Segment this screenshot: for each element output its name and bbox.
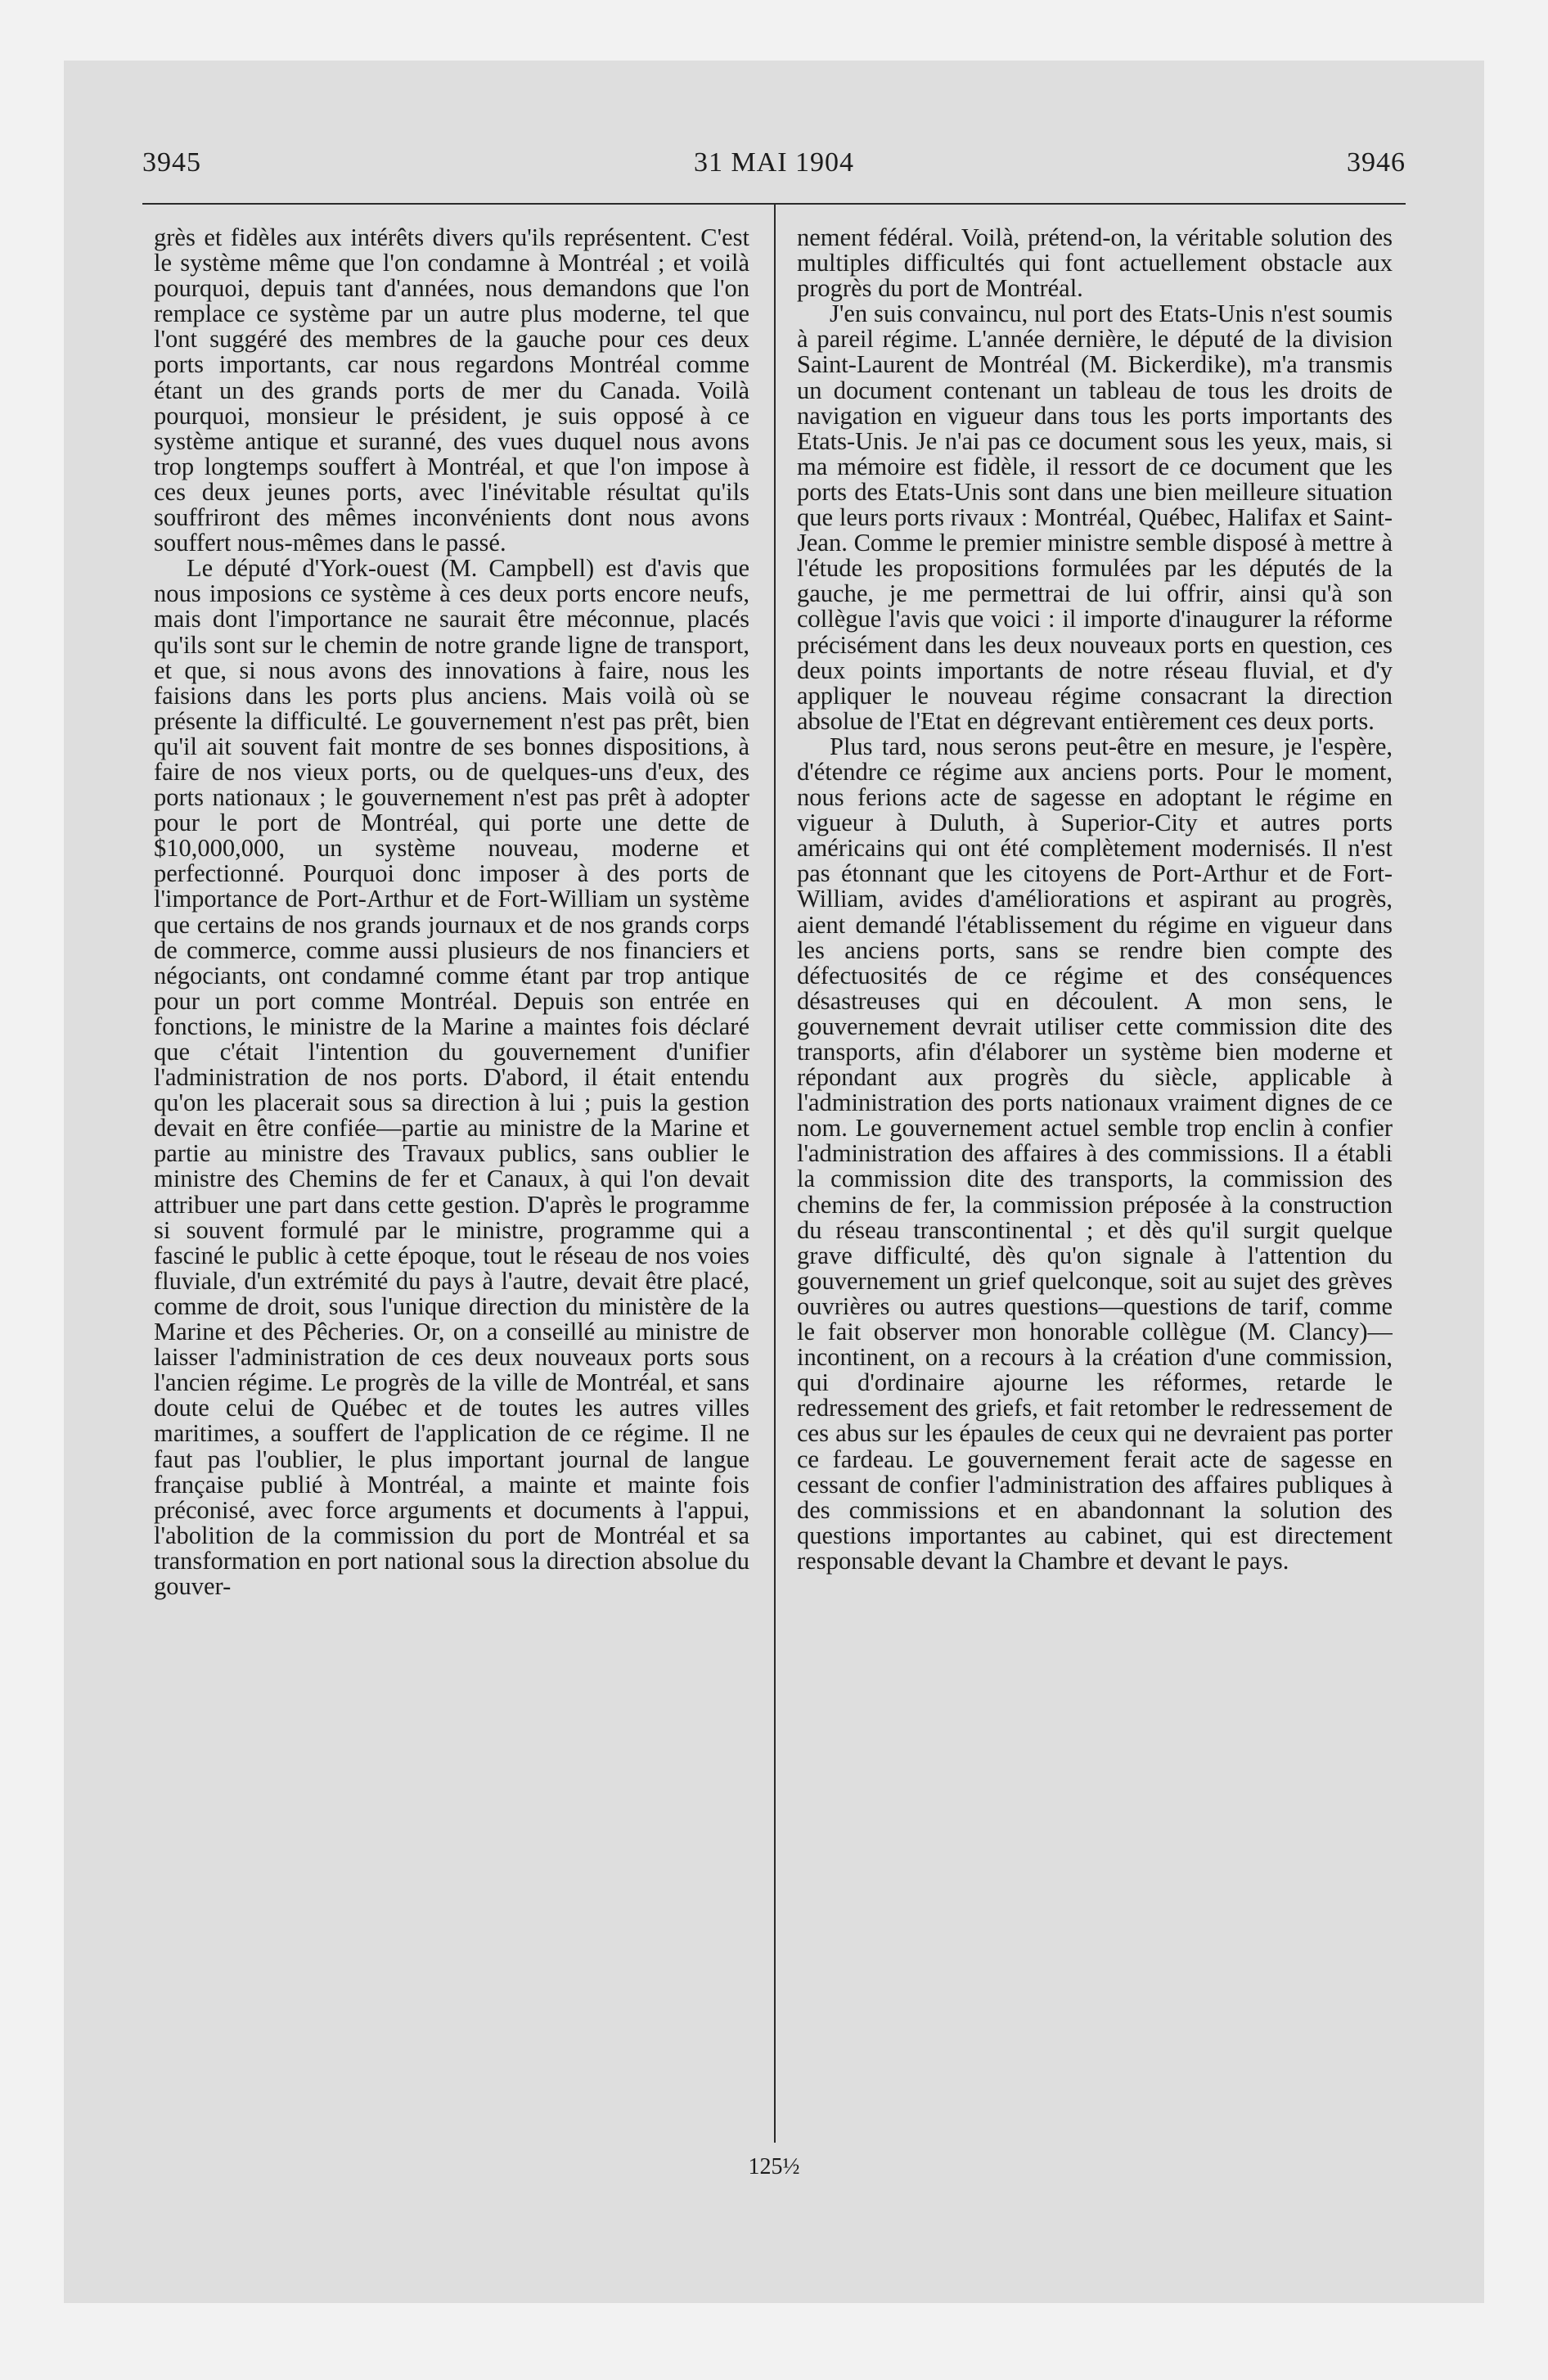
folio-number: 125½ <box>748 2154 800 2179</box>
page-number-right: 3946 <box>1347 147 1406 178</box>
page-number-left: 3945 <box>142 147 201 178</box>
right-column <box>797 225 1393 2136</box>
paragraph: Le député d'York-ouest (M. Campbell) est d'avis que nous imposions ce système à ces deux ports encore neufs, mais dont l'importance ne saurait être méconnue, placés qu'ils sont sur le chemin de notre grande ligne de transport, et que, si nous avons des innovations à faire, nous les faisions dans les ports plus anciens. Mais voilà où se présente la difficulté. Le gouvernement n'est pas prêt, bien qu'il ait souvent fait montre de ses bonnes dispositions, à faire de nos vieux ports, ou de quelques-uns d'eux, des ports nationaux ; le gouvernement n'est pas prêt à adopter pour le port de Montréal, qui porte une dette de $10,000,000, un système nouveau, moderne et perfectionné. Pourquoi donc imposer à des ports de l'importance de Port-Arthur et de Fort-William un système que certains de nos grands journaux et de nos grands corps de commerce, comme aussi plusieurs de nos financiers et négociants, ont condamné comme étant par trop antique pour un port comme Montréal. Depuis son entrée en fonctions, le ministre de la Marine a maintes fois déclaré que c'était l'intention du gouvernement d'unifier l'administration de nos ports. D'abord, il était entendu qu'on les placerait sous sa direction à lui ; puis la gestion devait en être confiée—partie au ministre de la Marine et partie au ministre des Travaux publics, sans oublier le ministre des Chemins de fer et Canaux, à qui l'on devait attribuer une part dans cette gestion. D'après le programme si souvent formulé par le ministre, programme qui a fasciné le public à cette époque, tout le réseau de nos voies fluviale, d'un extrémité du pays à l'autre, devait être placé, comme de droit, sous l'unique direction du ministère de la Marine et des Pêcheries. Or, on a conseillé au ministre de laisser l'administration de ces deux nouveaux ports sous l'ancien régime. Le progrès de la ville de Montréal, et sans doute celui de Québec et de toutes les autres villes maritimes, a souffert de l'application de ce régime. Il ne faut pas l'oublier, le plus important journal de langue française publié à Montréal, a mainte et mainte fois préconisé, avec force arguments et documents à l'appui, l'abolition de la commission du port de Montréal et sa transformation en port national sous la direction absolue du gouver- <box>154 554 749 1600</box>
page-header <box>142 139 1406 188</box>
paragraph: nement fédéral. Voilà, prétend-on, la véritable solution des multiples difficultés qui font actuellement obstacle aux progrès du port de Montréal. <box>797 225 1393 303</box>
scanned-sheet <box>64 61 1484 2303</box>
paragraph: grès et fidèles aux intérêts divers qu'ils représentent. C'est le système même que l'on condamne à Montréal ; et voilà pourquoi, depuis tant d'années, nous demandons que l'on remplace ce système par un autre plus moderne, tel que l'ont suggéré des membres de la gauche pour ces deux ports importants, car nous regardons Montréal comme étant un des grands ports de mer du Canada. Voilà pourquoi, monsieur le président, je suis opposé à ce système antique et suranné, des vues duquel nous avons trop longtemps souffert à Montréal, et que l'on impose à ces deux jeunes ports, avec l'inévitable résultat qu'ils souffriront des mêmes inconvénients dont nous avons souffert nous-mêmes dans le passé. <box>154 225 749 557</box>
left-column <box>154 225 749 2136</box>
hansard-page <box>142 139 1406 2218</box>
paragraph: J'en suis convaincu, nul port des Etats-Unis n'est soumis à pareil régime. L'année dernière, le député de la division Saint-Laurent de Montréal (M. Bickerdike), m'a transmis un document contenant un tableau de tous les droits de navigation en vigueur dans tous les ports importants des Etats-Unis. Je n'ai pas ce document sous les yeux, mais, si ma mémoire est fidèle, il ressort de ce document que les ports des Etats-Unis sont dans une bien meilleure situation que leurs ports rivaux : Montréal, Québec, Halifax et Saint-Jean. Comme le premier ministre semble disposé à mettre à l'étude les propositions formulées par les députés de la gauche, je me permettrai de lui offrir, ainsi qu'à son collègue l'avis que voici : il importe d'inaugurer la réforme précisément dans les deux nouveaux ports en question, ces deux points importants de notre réseau fluvial, et d'y appliquer le nouveau régime consacrant la direction absolue de l'Etat en dégrevant entièrement ces deux ports. <box>797 300 1393 735</box>
page-date: 31 MAI 1904 <box>693 147 855 178</box>
column-divider <box>774 203 776 2143</box>
paragraph: Plus tard, nous serons peut-être en mesure, je l'espère, d'étendre ce régime aux anciens ports. Pour le moment, nous ferions acte de sagesse en adoptant le régime en vigueur à Duluth, à Superior-City et autres ports américains qui ont été complètement modernisés. Il n'est pas étonnant que les citoyens de Port-Arthur et de Fort-William, avides d'améliorations et aspirant au progrès, aient demandé l'établissement du régime en vigueur dans les anciens ports, sans se rendre bien compte des défectuosités de ce régime et des conséquences désastreuses qui en découlent. A mon sens, le gouvernement devrait utiliser cette commission dite des transports, afin d'élaborer un système bien moderne et répondant aux progrès du siècle, applicable à l'administration des ports nationaux vraiment dignes de ce nom. Le gouvernement actuel semble trop enclin à confier l'administration des affaires à des commissions. Il a établi la commission dite des transports, la commission des chemins de fer, la commission préposée à la construction du réseau transcontinental ; et dès qu'il surgit quelque grave difficulté, dès qu'on signale à l'attention du gouvernement un grief quelconque, soit au sujet des grèves ouvrières ou autres questions—questions de tarif, comme le fait observer mon honorable collègue (M. Clancy)—incontinent, on a recours à la création d'une commission, qui d'ordinaire ajourne les réformes, retarde le redressement des griefs, et fait retomber le redressement de ces abus sur les épaules de ceux qui ne devraient pas porter ce fardeau. Le gouvernement ferait acte de sagesse en cessant de confier l'administration des affaires publiques à des commissions et en abandonnant la solution des questions importantes au cabinet, qui est directement responsable devant la Chambre et devant le pays. <box>797 732 1393 1575</box>
